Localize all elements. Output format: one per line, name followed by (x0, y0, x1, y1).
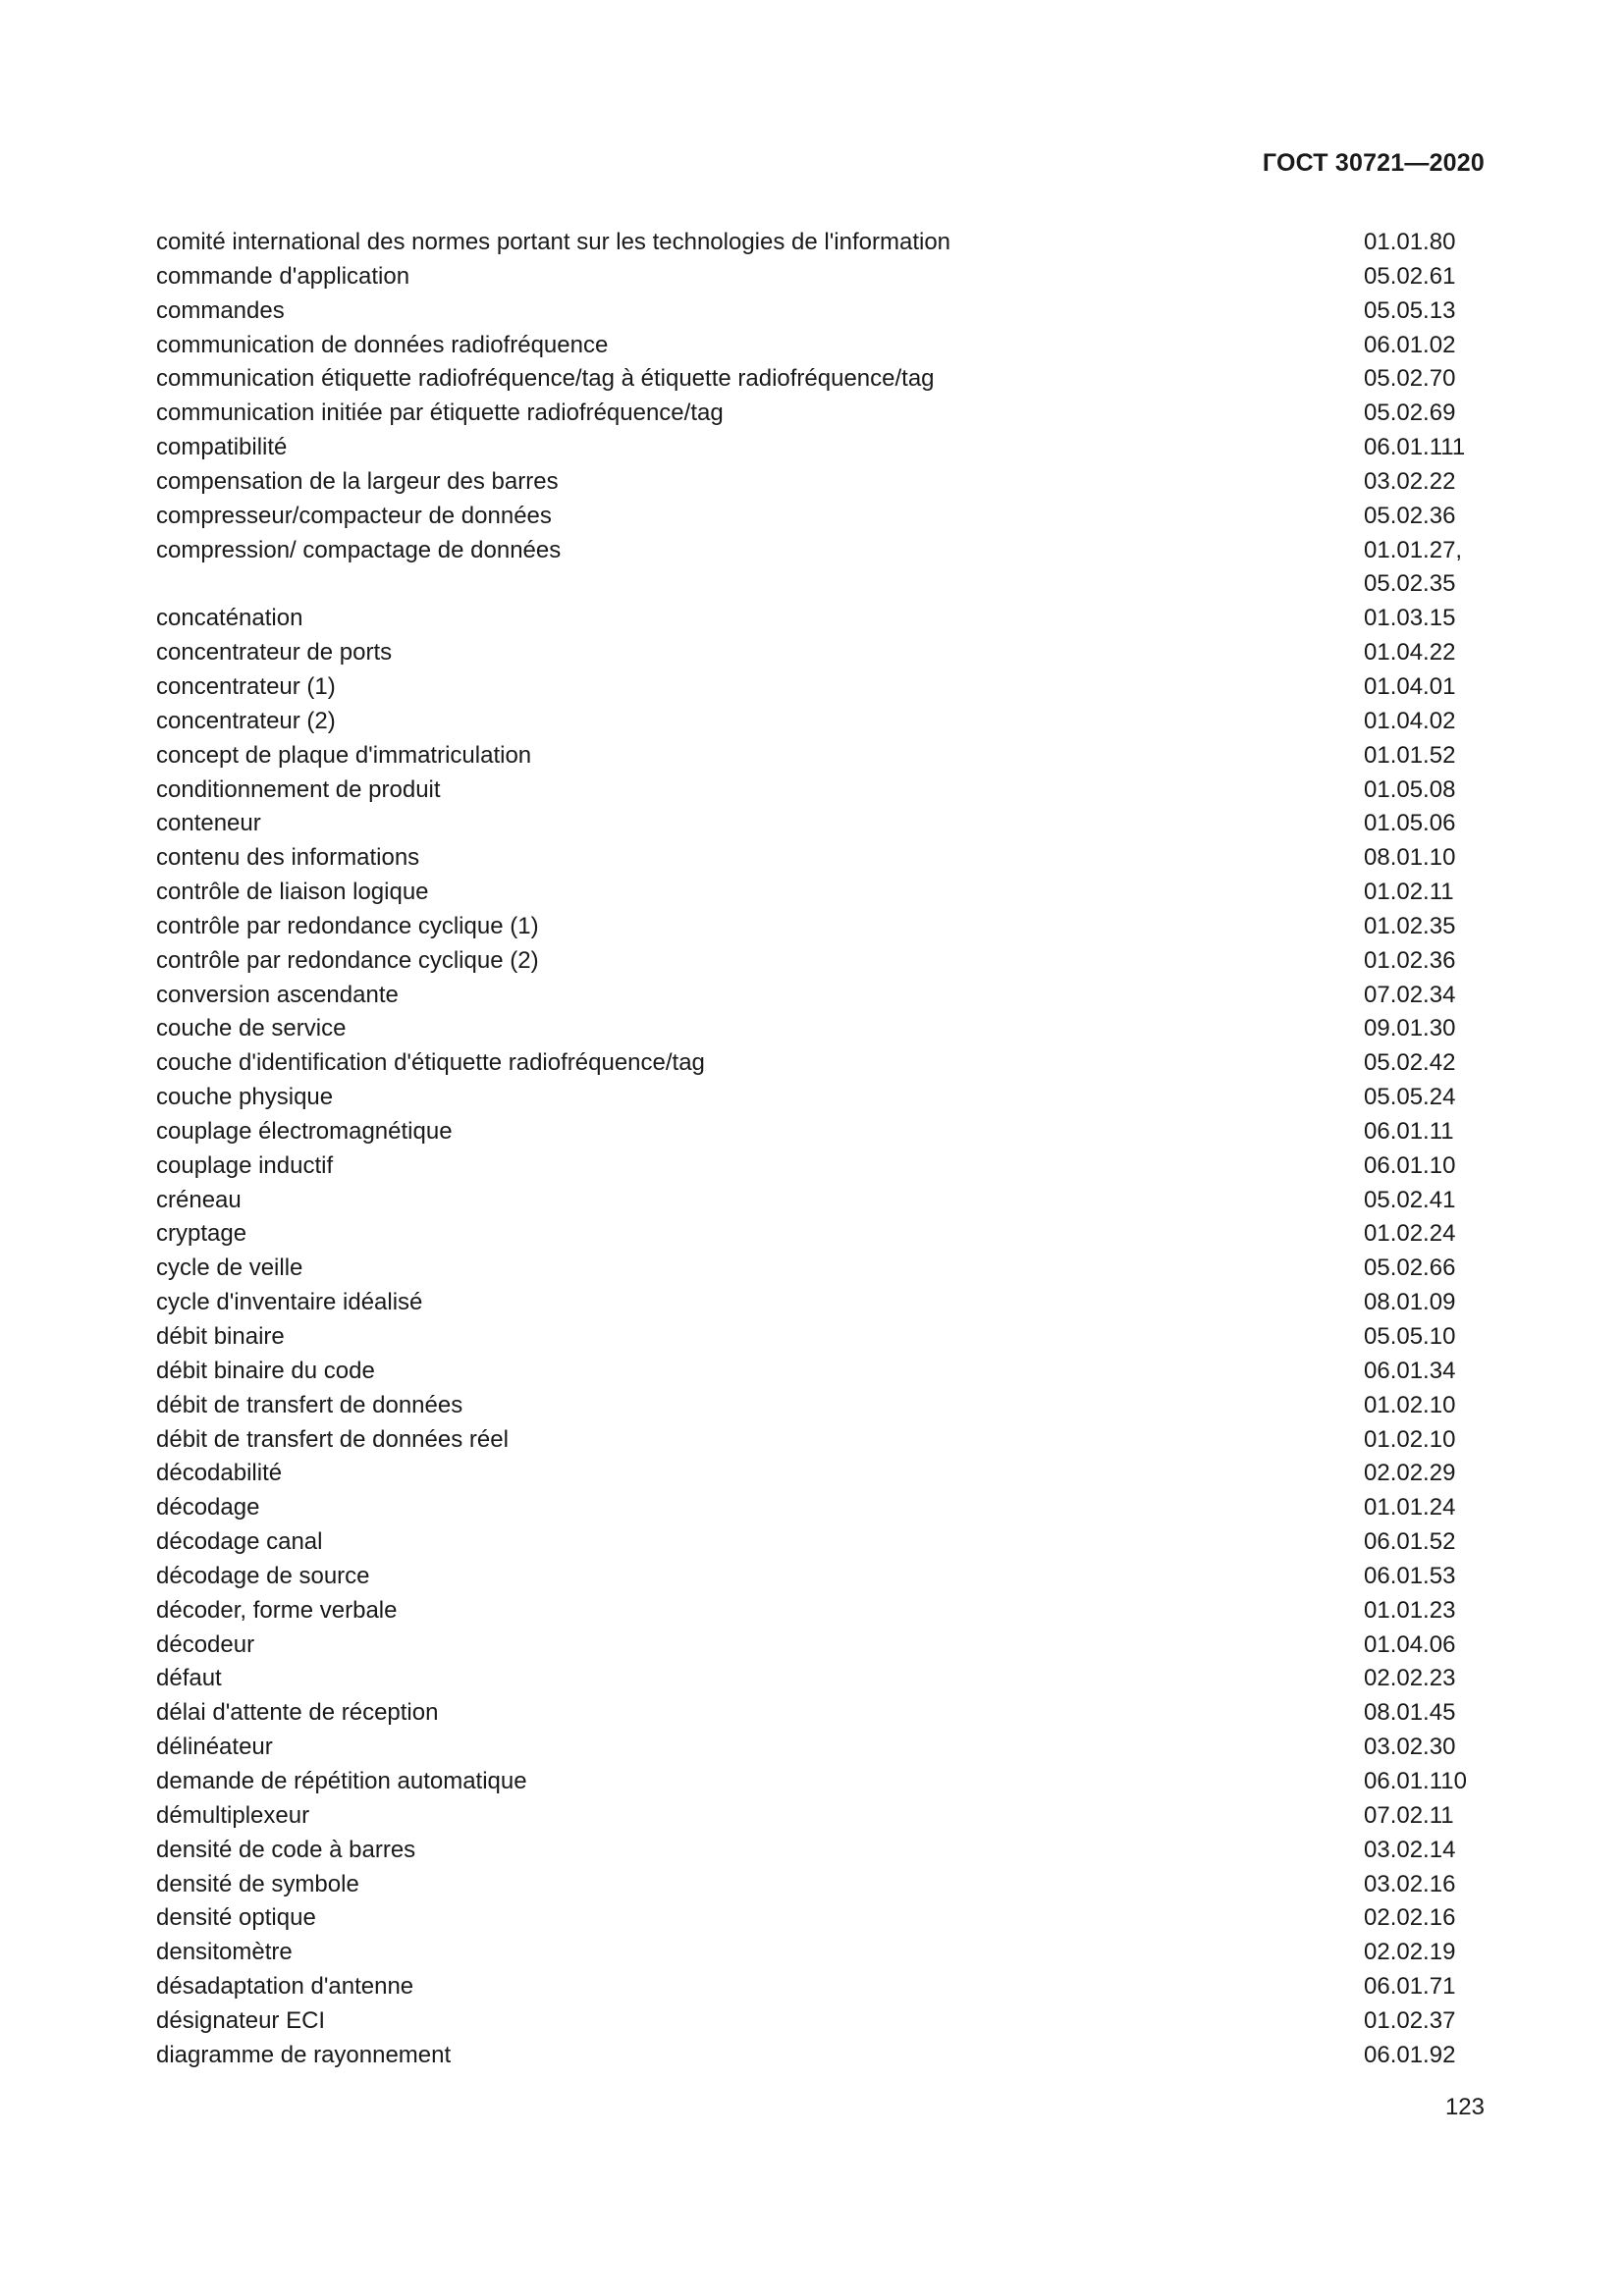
index-entry (156, 226, 1491, 260)
index-entry (156, 1217, 1491, 1252)
index-entry (156, 2004, 1491, 2039)
index-entry (156, 1868, 1491, 1902)
entry-term: délinéateur (156, 1734, 273, 1761)
index-entry (156, 1799, 1491, 1834)
entry-reference: 07.02.11 (1364, 1801, 1454, 1829)
index-entry (156, 636, 1491, 670)
entry-reference: 05.02.42 (1364, 1049, 1456, 1077)
entry-reference: 03.02.30 (1364, 1734, 1456, 1761)
entry-reference: 05.02.41 (1364, 1186, 1456, 1213)
index-entry (156, 1457, 1491, 1491)
entry-reference: 02.02.29 (1364, 1460, 1456, 1487)
index-entry (156, 1525, 1491, 1560)
index-entry (156, 1970, 1491, 2004)
entry-term: délai d'attente de réception (156, 1699, 439, 1727)
entry-term: concept de plaque d'immatriculation (156, 741, 532, 769)
entry-term: démultiplexeur (156, 1801, 310, 1829)
index-entry (156, 500, 1491, 534)
index-entry (156, 774, 1491, 808)
index-entry (156, 397, 1491, 431)
entry-reference: 01.01.52 (1364, 741, 1456, 769)
index-entry (156, 841, 1491, 876)
entry-term: couche d'identification d'étiquette radiofréquence/tag (156, 1049, 705, 1077)
entry-term: densité de code à barres (156, 1836, 416, 1863)
entry-reference: 01.01.24 (1364, 1494, 1456, 1522)
entry-reference: 01.04.01 (1364, 672, 1456, 700)
index-entry (156, 465, 1491, 500)
entry-reference: 02.02.19 (1364, 1939, 1456, 1966)
entry-term: communication de données radiofréquence (156, 331, 609, 358)
entry-term: cycle de veille (156, 1255, 303, 1282)
entry-reference: 01.02.37 (1364, 2006, 1456, 2034)
entry-term: contrôle de liaison logique (156, 879, 429, 906)
index-entry (156, 329, 1491, 363)
entry-term: couplage électromagnétique (156, 1117, 453, 1145)
entry-term: concentrateur de ports (156, 639, 393, 667)
index-entry (156, 431, 1491, 465)
index-entry (156, 1286, 1491, 1320)
entry-reference: 01.01.80 (1364, 229, 1456, 255)
entry-term: décodabilité (156, 1460, 283, 1487)
entry-reference: 01.04.22 (1364, 639, 1456, 667)
entry-term: compensation de la largeur des barres (156, 467, 559, 495)
index-entry (156, 1355, 1491, 1389)
entry-reference: 08.01.45 (1364, 1699, 1456, 1727)
index-entry (156, 1629, 1491, 1663)
entry-reference: 05.02.36 (1364, 502, 1456, 529)
entry-reference: 01.02.35 (1364, 912, 1456, 939)
entry-reference: 01.04.02 (1364, 707, 1456, 734)
entry-reference: 07.02.34 (1364, 981, 1456, 1008)
entry-reference: 09.01.30 (1364, 1015, 1456, 1042)
entry-term: comité international des normes portant sur les technologies de l'information (156, 229, 951, 255)
entry-reference: 01.01.27, 05.02.35 (1364, 536, 1463, 598)
entry-reference: 02.02.16 (1364, 1904, 1456, 1932)
standard-designation: ГОСТ 30721—2020 (1262, 149, 1485, 177)
entry-reference: 06.01.10 (1364, 1151, 1456, 1179)
index-entry (156, 1731, 1491, 1765)
entry-reference: 01.03.15 (1364, 605, 1456, 632)
entry-term: décodage canal (156, 1528, 323, 1556)
index-entry (156, 1594, 1491, 1629)
index-entry (156, 705, 1491, 739)
entry-term: commande d'application (156, 262, 410, 290)
index-entry (156, 1389, 1491, 1423)
entry-term: compatibilité (156, 434, 288, 461)
index-entry (156, 1012, 1491, 1046)
index-entry (156, 979, 1491, 1013)
entry-term: décodage (156, 1494, 260, 1522)
index-entry (156, 1662, 1491, 1696)
index-entry (156, 670, 1491, 705)
entry-reference: 06.01.34 (1364, 1357, 1456, 1384)
index-entry (156, 294, 1491, 329)
page-number: 123 (1444, 2094, 1485, 2120)
index-entry (156, 876, 1491, 910)
index-entry (156, 1696, 1491, 1731)
entry-term: concentrateur (2) (156, 707, 336, 734)
index-entry (156, 534, 1491, 603)
entry-term: décodeur (156, 1630, 255, 1658)
entry-term: contenu des informations (156, 844, 420, 872)
index-entry (156, 1252, 1491, 1286)
entry-reference: 05.05.10 (1364, 1323, 1456, 1350)
entry-term: communication étiquette radiofréquence/tag à étiquette radiofréquence/tag (156, 365, 935, 393)
entry-reference: 05.05.13 (1364, 296, 1456, 324)
entry-reference: 02.02.23 (1364, 1665, 1456, 1692)
entry-term: concentrateur (1) (156, 672, 336, 700)
entry-term: compression/ compactage de données (156, 536, 562, 563)
entry-term: couche physique (156, 1084, 334, 1111)
index-entry (156, 602, 1491, 636)
index-entry (156, 260, 1491, 294)
entry-reference: 03.02.22 (1364, 467, 1456, 495)
index-entry (156, 739, 1491, 774)
index-entry (156, 1560, 1491, 1594)
entry-term: débit de transfert de données (156, 1391, 463, 1418)
entry-term: désignateur ECI (156, 2006, 326, 2034)
index-entry (156, 1081, 1491, 1115)
entry-term: densitomètre (156, 1939, 293, 1966)
index-entry (156, 1834, 1491, 1868)
index-entry (156, 1423, 1491, 1458)
entry-term: débit binaire du code (156, 1357, 375, 1384)
entry-term: débit de transfert de données réel (156, 1425, 509, 1453)
entry-reference: 01.02.24 (1364, 1220, 1456, 1248)
index-entry (156, 362, 1491, 397)
entry-reference: 06.01.111 (1364, 434, 1466, 461)
entry-term: demande de répétition automatique (156, 1767, 527, 1794)
entry-reference: 01.02.11 (1364, 879, 1454, 906)
entry-term: diagramme de rayonnement (156, 2041, 452, 2068)
entry-reference: 05.02.69 (1364, 400, 1456, 427)
entry-reference: 03.02.16 (1364, 1870, 1456, 1897)
entry-reference: 06.01.02 (1364, 331, 1456, 358)
entry-reference: 08.01.10 (1364, 844, 1456, 872)
entry-term: conditionnement de produit (156, 775, 441, 803)
index-entry (156, 910, 1491, 944)
index-entry (156, 2039, 1491, 2073)
index-entry (156, 1115, 1491, 1149)
index-entry (156, 1765, 1491, 1799)
entry-term: cryptage (156, 1220, 247, 1248)
entry-reference: 06.01.110 (1364, 1767, 1467, 1794)
entry-reference: 01.02.10 (1364, 1391, 1456, 1418)
entry-term: contrôle par redondance cyclique (1) (156, 912, 539, 939)
entry-term: créneau (156, 1186, 242, 1213)
entry-reference: 01.01.23 (1364, 1596, 1456, 1624)
entry-reference: 01.05.08 (1364, 775, 1456, 803)
index-entry (156, 1491, 1491, 1525)
index-list (156, 226, 1491, 2073)
entry-reference: 06.01.53 (1364, 1562, 1456, 1589)
entry-term: densité optique (156, 1904, 316, 1932)
entry-term: densité de symbole (156, 1870, 359, 1897)
entry-term: décodage de source (156, 1562, 370, 1589)
index-entry (156, 944, 1491, 979)
entry-term: compresseur/compacteur de données (156, 502, 552, 529)
entry-term: communication initiée par étiquette radiofréquence/tag (156, 400, 724, 427)
entry-term: commandes (156, 296, 285, 324)
entry-term: désadaptation d'antenne (156, 1973, 414, 2001)
entry-term: concaténation (156, 605, 303, 632)
entry-reference: 01.02.36 (1364, 946, 1456, 974)
entry-reference: 01.05.06 (1364, 810, 1456, 837)
entry-reference: 03.02.14 (1364, 1836, 1456, 1863)
entry-reference: 06.01.11 (1364, 1117, 1454, 1145)
entry-reference: 05.02.70 (1364, 365, 1456, 393)
entry-term: conteneur (156, 810, 261, 837)
index-entry (156, 1320, 1491, 1355)
entry-term: débit binaire (156, 1323, 285, 1350)
index-entry (156, 1149, 1491, 1184)
entry-reference: 01.02.10 (1364, 1425, 1456, 1453)
entry-term: décoder, forme verbale (156, 1596, 398, 1624)
entry-reference: 08.01.09 (1364, 1289, 1456, 1316)
entry-term: contrôle par redondance cyclique (2) (156, 946, 539, 974)
index-entry (156, 1936, 1491, 1970)
entry-term: couplage inductif (156, 1151, 334, 1179)
entry-reference: 05.02.66 (1364, 1255, 1456, 1282)
entry-reference: 01.04.06 (1364, 1630, 1456, 1658)
entry-term: défaut (156, 1665, 222, 1692)
entry-term: conversion ascendante (156, 981, 399, 1008)
entry-reference: 06.01.52 (1364, 1528, 1456, 1556)
entry-reference: 06.01.92 (1364, 2041, 1456, 2068)
index-entry (156, 1184, 1491, 1218)
index-entry (156, 1901, 1491, 1936)
entry-reference: 05.02.61 (1364, 262, 1456, 290)
entry-term: cycle d'inventaire idéalisé (156, 1289, 423, 1316)
entry-reference: 06.01.71 (1364, 1973, 1456, 2001)
entry-reference: 05.05.24 (1364, 1084, 1456, 1111)
index-entry (156, 807, 1491, 841)
entry-term: couche de service (156, 1015, 347, 1042)
index-entry (156, 1046, 1491, 1081)
